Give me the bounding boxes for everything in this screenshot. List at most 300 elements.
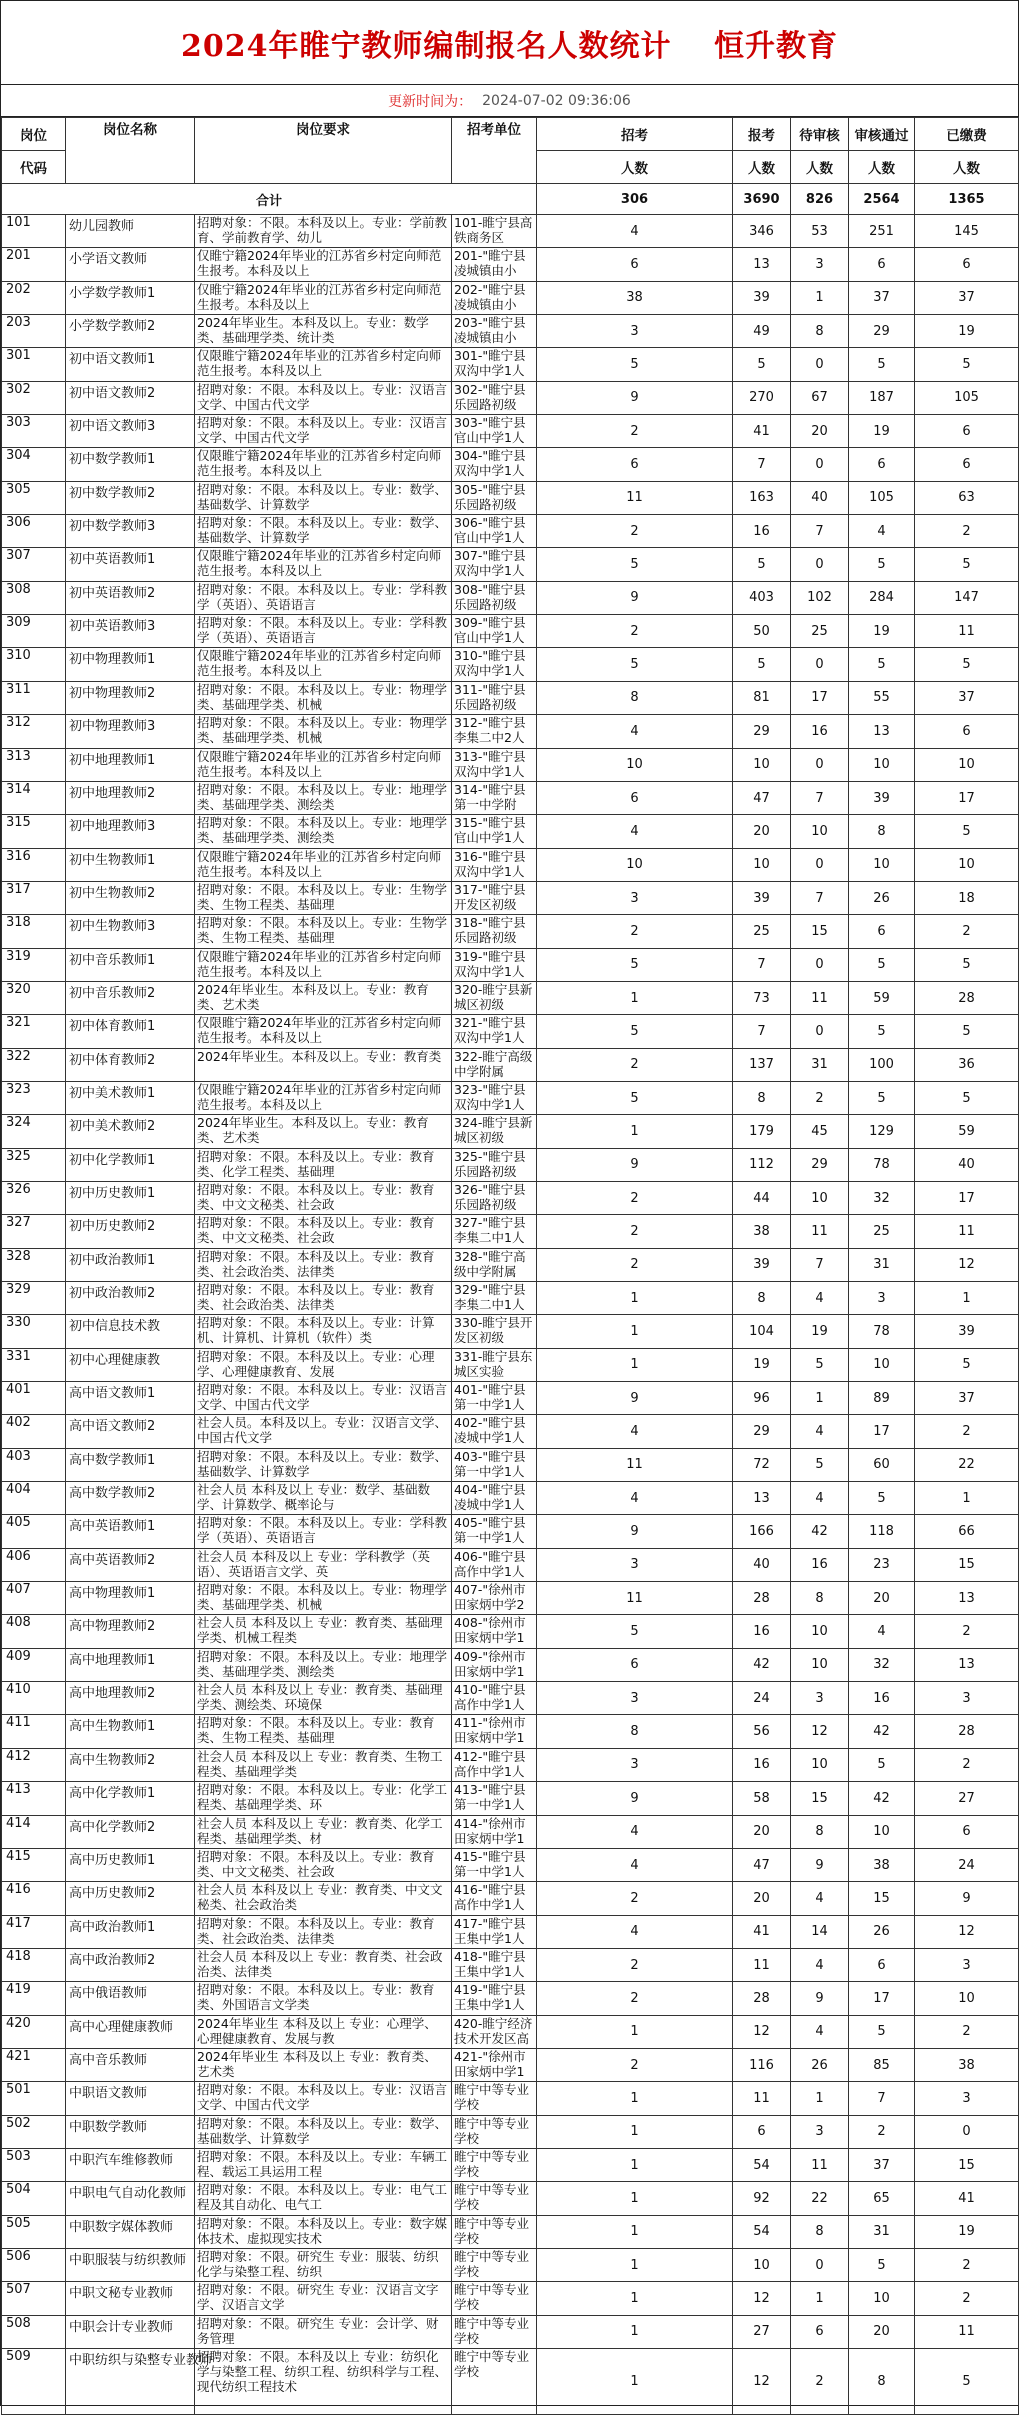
table-row <box>2 881 1019 914</box>
pending-count: 8 <box>791 2215 849 2248</box>
recruiting-unit: 413-"睢宁县第一中学1人 <box>452 1782 537 1815</box>
header-passed-2: 人数 <box>849 151 915 184</box>
table-row <box>2 1682 1019 1715</box>
recruiting-unit: 睢宁中等专业学校 <box>452 2082 537 2115</box>
quota-count: 2 <box>537 1248 733 1281</box>
passed-count: 5 <box>849 648 915 681</box>
table-row <box>2 1181 1019 1214</box>
table-row <box>2 515 1019 548</box>
apply-count: 403 <box>733 581 791 614</box>
post-requirement: 2024年毕业生。本科及以上。专业：教育类、艺术类 <box>195 1115 452 1148</box>
recruiting-unit: 415-"睢宁县第一中学1人 <box>452 1848 537 1881</box>
quota-count: 6 <box>537 781 733 814</box>
recruiting-unit: 420-睢宁经济技术开发区高 <box>452 2015 537 2048</box>
post-name: 初中物理教师3 <box>66 715 195 748</box>
paid-count: 18 <box>915 881 1019 914</box>
recruiting-unit: 318-"睢宁县乐园路初级 <box>452 915 537 948</box>
post-name: 高中历史教师2 <box>66 1882 195 1915</box>
table-row <box>2 1382 1019 1415</box>
post-name: 小学数学教师1 <box>66 281 195 314</box>
table-row <box>2 781 1019 814</box>
post-name: 高中俄语教师 <box>66 1982 195 2015</box>
passed-count: 5 <box>849 348 915 381</box>
passed-count: 5 <box>849 1482 915 1515</box>
pending-count: 2 <box>791 2349 849 2415</box>
quota-count: 1 <box>537 2115 733 2148</box>
post-code: 201 <box>2 248 66 281</box>
post-requirement: 招聘对象：不限。本科及以上。专业：汉语言文学、中国古代文学 <box>195 415 452 448</box>
post-name: 中职会计专业教师 <box>66 2315 195 2348</box>
post-requirement: 招聘对象：不限。本科及以上。专业：汉语言文学、中国古代文学 <box>195 381 452 414</box>
post-code: 414 <box>2 1815 66 1848</box>
apply-count: 12 <box>733 2349 791 2415</box>
post-name: 中职纺织与染整专业教师 <box>66 2349 195 2415</box>
pending-count: 4 <box>791 1282 849 1315</box>
apply-count: 58 <box>733 1782 791 1815</box>
post-name: 中职电气自动化教师 <box>66 2182 195 2215</box>
paid-count: 2 <box>915 915 1019 948</box>
recruiting-unit: 328-"睢宁高级中学附属 <box>452 1248 537 1281</box>
pending-count: 4 <box>791 1415 849 1448</box>
post-name: 初中音乐教师2 <box>66 981 195 1014</box>
passed-count: 37 <box>849 281 915 314</box>
quota-count: 5 <box>537 948 733 981</box>
pending-count: 11 <box>791 1215 849 1248</box>
apply-count: 29 <box>733 1415 791 1448</box>
apply-count: 47 <box>733 1848 791 1881</box>
paid-count: 5 <box>915 815 1019 848</box>
pending-count: 3 <box>791 2115 849 2148</box>
paid-count: 2 <box>915 2248 1019 2281</box>
paid-count: 6 <box>915 248 1019 281</box>
passed-count: 251 <box>849 215 915 248</box>
table-row <box>2 1482 1019 1515</box>
table-row <box>2 1415 1019 1448</box>
apply-count: 19 <box>733 1348 791 1381</box>
summary-passed: 2564 <box>849 184 915 215</box>
apply-count: 13 <box>733 248 791 281</box>
post-code: 502 <box>2 2115 66 2148</box>
passed-count: 15 <box>849 1882 915 1915</box>
quota-count: 2 <box>537 915 733 948</box>
paid-count: 17 <box>915 781 1019 814</box>
pending-count: 53 <box>791 215 849 248</box>
apply-count: 8 <box>733 1081 791 1114</box>
apply-count: 39 <box>733 281 791 314</box>
post-name: 高中语文教师2 <box>66 1415 195 1448</box>
quota-count: 1 <box>537 2015 733 2048</box>
post-code: 503 <box>2 2148 66 2181</box>
table-row <box>2 581 1019 614</box>
post-code: 407 <box>2 1582 66 1615</box>
post-requirement: 招聘对象：不限。本科及以上。专业：数学、基础数学、计算数学 <box>195 481 452 514</box>
pending-count: 8 <box>791 1582 849 1615</box>
table-row <box>2 2182 1019 2215</box>
quota-count: 2 <box>537 1882 733 1915</box>
header-quota: 招考 <box>537 118 733 151</box>
passed-count: 78 <box>849 1315 915 1348</box>
post-requirement: 仅限睢宁籍2024年毕业的江苏省乡村定向师范生报考。本科及以上 <box>195 948 452 981</box>
apply-count: 42 <box>733 1648 791 1681</box>
post-code: 413 <box>2 1782 66 1815</box>
post-requirement: 招聘对象：不限。本科及以上。专业：数学、基础数学、计算数学 <box>195 2115 452 2148</box>
passed-count: 17 <box>849 1415 915 1448</box>
post-name: 初中体育教师2 <box>66 1048 195 1081</box>
table-row <box>2 1348 1019 1381</box>
post-code: 304 <box>2 448 66 481</box>
quota-count: 1 <box>537 2082 733 2115</box>
paid-count: 11 <box>915 615 1019 648</box>
passed-count: 10 <box>849 748 915 781</box>
paid-count: 19 <box>915 315 1019 348</box>
apply-count: 20 <box>733 815 791 848</box>
post-code: 316 <box>2 848 66 881</box>
post-name: 初中语文教师3 <box>66 415 195 448</box>
recruiting-unit: 321-"睢宁县双沟中学1人 <box>452 1015 537 1048</box>
pending-count: 10 <box>791 1615 849 1648</box>
passed-count: 25 <box>849 1215 915 1248</box>
post-requirement: 招聘对象：不限。本科及以上。专业：化学工程类、基础理学类、环 <box>195 1782 452 1815</box>
paid-count: 27 <box>915 1782 1019 1815</box>
paid-count: 13 <box>915 1648 1019 1681</box>
post-requirement: 招聘对象：不限。本科及以上。专业：生物学类、生物工程类、基础理 <box>195 915 452 948</box>
post-code: 308 <box>2 581 66 614</box>
pending-count: 16 <box>791 715 849 748</box>
table-row <box>2 715 1019 748</box>
quota-count: 1 <box>537 2282 733 2315</box>
table-row <box>2 1015 1019 1048</box>
post-code: 311 <box>2 681 66 714</box>
post-code: 322 <box>2 1048 66 1081</box>
header-row-1 <box>2 118 1019 151</box>
quota-count: 1 <box>537 1282 733 1315</box>
post-name: 初中生物教师1 <box>66 848 195 881</box>
apply-count: 12 <box>733 2015 791 2048</box>
recruiting-unit: 406-"睢宁县高作中学1人 <box>452 1548 537 1581</box>
post-requirement: 招聘对象：不限。本科及以上。专业：教育类、生物工程类、基础理 <box>195 1715 452 1748</box>
post-name: 初中数学教师1 <box>66 448 195 481</box>
apply-count: 7 <box>733 448 791 481</box>
recruiting-unit: 402-"睢宁县凌城中学1人 <box>452 1415 537 1448</box>
recruiting-unit: 306-"睢宁县官山中学1人 <box>452 515 537 548</box>
quota-count: 3 <box>537 881 733 914</box>
summary-row <box>2 184 1019 215</box>
quota-count: 1 <box>537 2315 733 2348</box>
passed-count: 65 <box>849 2182 915 2215</box>
passed-count: 8 <box>849 2349 915 2415</box>
recruiting-unit: 315-"睢宁县官山中学1人 <box>452 815 537 848</box>
table-row <box>2 2315 1019 2348</box>
post-requirement: 招聘对象：不限。本科及以上。专业：地理学类、基础理学类、测绘类 <box>195 1648 452 1681</box>
paid-count: 12 <box>915 1248 1019 1281</box>
quota-count: 1 <box>537 1348 733 1381</box>
pending-count: 40 <box>791 481 849 514</box>
recruiting-unit: 睢宁中等专业学校 <box>452 2248 537 2281</box>
passed-count: 10 <box>849 1348 915 1381</box>
table-row <box>2 1115 1019 1148</box>
recruiting-unit: 313-"睢宁县双沟中学1人 <box>452 748 537 781</box>
paid-count: 1 <box>915 1282 1019 1315</box>
post-requirement: 仅限睢宁籍2024年毕业的江苏省乡村定向师范生报考。本科及以上 <box>195 1015 452 1048</box>
quota-count: 5 <box>537 348 733 381</box>
quota-count: 10 <box>537 848 733 881</box>
post-requirement: 仅限睢宁籍2024年毕业的江苏省乡村定向师范生报考。本科及以上 <box>195 1081 452 1114</box>
apply-count: 29 <box>733 715 791 748</box>
apply-count: 40 <box>733 1548 791 1581</box>
recruiting-unit: 326-"睢宁县乐园路初级 <box>452 1181 537 1214</box>
post-name: 初中数学教师2 <box>66 481 195 514</box>
table-row <box>2 1148 1019 1181</box>
post-name: 高中语文教师1 <box>66 1382 195 1415</box>
apply-count: 5 <box>733 648 791 681</box>
post-requirement: 招聘对象：不限。本科及以上。专业：学科教学（英语）、英语语言 <box>195 581 452 614</box>
pending-count: 3 <box>791 248 849 281</box>
table-row <box>2 1282 1019 1315</box>
recruiting-unit: 316-"睢宁县双沟中学1人 <box>452 848 537 881</box>
post-code: 415 <box>2 1848 66 1881</box>
post-requirement: 仅睢宁籍2024年毕业的江苏省乡村定向师范生报考。本科及以上 <box>195 281 452 314</box>
recruiting-unit: 327-"睢宁县李集二中1人 <box>452 1215 537 1248</box>
paid-count: 2 <box>915 1748 1019 1781</box>
post-requirement: 招聘对象：不限。本科及以上。专业：车辆工程、载运工具运用工程 <box>195 2148 452 2181</box>
pending-count: 1 <box>791 281 849 314</box>
quota-count: 4 <box>537 1815 733 1848</box>
passed-count: 6 <box>849 248 915 281</box>
post-code: 306 <box>2 515 66 548</box>
post-requirement: 仅限睢宁籍2024年毕业的江苏省乡村定向师范生报考。本科及以上 <box>195 448 452 481</box>
summary-paid: 1365 <box>915 184 1019 215</box>
post-code: 504 <box>2 2182 66 2215</box>
quota-count: 5 <box>537 548 733 581</box>
paid-count: 24 <box>915 1848 1019 1881</box>
post-requirement: 2024年毕业生 本科及以上 专业：教育类、艺术类 <box>195 2048 452 2081</box>
recruiting-unit: 319-"睢宁县双沟中学1人 <box>452 948 537 981</box>
table-row <box>2 1515 1019 1548</box>
table-row <box>2 548 1019 581</box>
paid-count: 5 <box>915 648 1019 681</box>
recruiting-unit: 324-睢宁县新城区初级 <box>452 1115 537 1148</box>
post-requirement: 招聘对象：不限。本科及以上。专业：物理学类、基础理学类、机械 <box>195 715 452 748</box>
quota-count: 3 <box>537 1748 733 1781</box>
post-name: 初中历史教师1 <box>66 1181 195 1214</box>
post-name: 初中政治教师2 <box>66 1282 195 1315</box>
pending-count: 9 <box>791 1982 849 2015</box>
pending-count: 29 <box>791 1148 849 1181</box>
apply-count: 39 <box>733 1248 791 1281</box>
quota-count: 1 <box>537 1315 733 1348</box>
apply-count: 39 <box>733 881 791 914</box>
passed-count: 31 <box>849 1248 915 1281</box>
paid-count: 15 <box>915 1548 1019 1581</box>
passed-count: 105 <box>849 481 915 514</box>
paid-count: 38 <box>915 2048 1019 2081</box>
post-code: 307 <box>2 548 66 581</box>
post-code: 408 <box>2 1615 66 1648</box>
recruiting-unit: 417-"睢宁县王集中学1人 <box>452 1915 537 1948</box>
table-row <box>2 615 1019 648</box>
post-name: 初中美术教师1 <box>66 1081 195 1114</box>
post-requirement: 招聘对象：不限。研究生 专业：服装、纺织化学与染整工程、纺织 <box>195 2248 452 2281</box>
recruiting-unit: 411-"徐州市田家炳中学1 <box>452 1715 537 1748</box>
recruiting-unit: 310-"睢宁县双沟中学1人 <box>452 648 537 681</box>
post-requirement: 招聘对象：不限。本科及以上。专业：地理学类、基础理学类、测绘类 <box>195 815 452 848</box>
paid-count: 5 <box>915 1081 1019 1114</box>
paid-count: 22 <box>915 1448 1019 1481</box>
recruiting-unit: 301-"睢宁县双沟中学1人 <box>452 348 537 381</box>
paid-count: 2 <box>915 2282 1019 2315</box>
passed-count: 55 <box>849 681 915 714</box>
pending-count: 9 <box>791 1848 849 1881</box>
quota-count: 2 <box>537 1948 733 1981</box>
quota-count: 6 <box>537 1648 733 1681</box>
quota-count: 4 <box>537 715 733 748</box>
apply-count: 11 <box>733 1948 791 1981</box>
paid-count: 3 <box>915 1682 1019 1715</box>
pending-count: 20 <box>791 415 849 448</box>
post-code: 416 <box>2 1882 66 1915</box>
apply-count: 163 <box>733 481 791 514</box>
post-name: 初中语文教师1 <box>66 348 195 381</box>
recruiting-unit: 203-"睢宁县凌城镇由小 <box>452 315 537 348</box>
post-name: 中职数字媒体教师 <box>66 2215 195 2248</box>
post-code: 506 <box>2 2248 66 2281</box>
post-name: 高中化学教师1 <box>66 1782 195 1815</box>
quota-count: 2 <box>537 1215 733 1248</box>
passed-count: 42 <box>849 1782 915 1815</box>
post-requirement: 招聘对象：不限。本科及以上。专业：教育类、社会政治类、法律类 <box>195 1282 452 1315</box>
paid-count: 5 <box>915 948 1019 981</box>
recruiting-unit: 331-睢宁县东城区实验 <box>452 1348 537 1381</box>
paid-count: 19 <box>915 2215 1019 2248</box>
post-name: 初中体育教师1 <box>66 1015 195 1048</box>
paid-count: 10 <box>915 1982 1019 2015</box>
passed-count: 26 <box>849 1915 915 1948</box>
post-name: 初中生物教师2 <box>66 881 195 914</box>
paid-count: 15 <box>915 2148 1019 2181</box>
post-name: 初中物理教师2 <box>66 681 195 714</box>
update-bar <box>1 85 1018 117</box>
pending-count: 0 <box>791 748 849 781</box>
post-requirement: 招聘对象：不限。本科及以上。专业：数学、基础数学、计算数学 <box>195 1448 452 1481</box>
post-code: 320 <box>2 981 66 1014</box>
post-requirement: 社会人员 本科及以上 专业：教育类、基础理学类、测绘类、环境保 <box>195 1682 452 1715</box>
quota-count: 3 <box>537 1682 733 1715</box>
post-requirement: 招聘对象：不限。研究生 专业：会计学、财务管理 <box>195 2315 452 2348</box>
table-row <box>2 815 1019 848</box>
post-requirement: 招聘对象：不限。本科及以上。专业：计算机、计算机、计算机（软件）类 <box>195 1315 452 1348</box>
pending-count: 0 <box>791 1015 849 1048</box>
post-code: 509 <box>2 2349 66 2415</box>
passed-count: 5 <box>849 2015 915 2048</box>
quota-count: 2 <box>537 415 733 448</box>
post-requirement: 社会人员。本科及以上。专业：汉语言文学、中国古代文学 <box>195 1415 452 1448</box>
post-name: 初中英语教师3 <box>66 615 195 648</box>
header-paid-2: 人数 <box>915 151 1019 184</box>
quota-count: 1 <box>537 2182 733 2215</box>
post-code: 305 <box>2 481 66 514</box>
pending-count: 4 <box>791 1948 849 1981</box>
post-requirement: 2024年毕业生 本科及以上 专业：心理学、心理健康教育、发展与教 <box>195 2015 452 2048</box>
post-code: 326 <box>2 1181 66 1214</box>
post-requirement: 社会人员 本科及以上 专业：教育类、基础理学类、机械工程类 <box>195 1615 452 1648</box>
apply-count: 41 <box>733 1915 791 1948</box>
paid-count: 37 <box>915 681 1019 714</box>
recruiting-unit: 323-"睢宁县双沟中学1人 <box>452 1081 537 1114</box>
pending-count: 0 <box>791 548 849 581</box>
quota-count: 1 <box>537 981 733 1014</box>
post-requirement: 2024年毕业生。本科及以上。专业：数学类、基础理学类、统计类 <box>195 315 452 348</box>
summary-pending: 826 <box>791 184 849 215</box>
quota-count: 3 <box>537 1548 733 1581</box>
pending-count: 10 <box>791 1648 849 1681</box>
passed-count: 31 <box>849 2215 915 2248</box>
header-code: 岗位 <box>2 118 66 151</box>
post-requirement: 社会人员 本科及以上 专业：教育类、社会政治类、法律类 <box>195 1948 452 1981</box>
passed-count: 59 <box>849 981 915 1014</box>
pending-count: 7 <box>791 515 849 548</box>
apply-count: 54 <box>733 2215 791 2248</box>
paid-count: 11 <box>915 1215 1019 1248</box>
quota-count: 8 <box>537 681 733 714</box>
pending-count: 7 <box>791 1248 849 1281</box>
passed-count: 17 <box>849 1982 915 2015</box>
passed-count: 10 <box>849 1815 915 1848</box>
post-requirement: 招聘对象：不限。本科及以上。专业：心理学、心理健康教育、发展 <box>195 1348 452 1381</box>
table-row <box>2 481 1019 514</box>
pending-count: 10 <box>791 1181 849 1214</box>
quota-count: 4 <box>537 1415 733 1448</box>
post-name: 初中地理教师1 <box>66 748 195 781</box>
post-code: 410 <box>2 1682 66 1715</box>
table-row <box>2 2248 1019 2281</box>
pending-count: 6 <box>791 2315 849 2348</box>
passed-count: 10 <box>849 2282 915 2315</box>
post-name: 初中美术教师2 <box>66 1115 195 1148</box>
pending-count: 0 <box>791 948 849 981</box>
post-name: 中职语文教师 <box>66 2082 195 2115</box>
post-code: 411 <box>2 1715 66 1748</box>
quota-count: 2 <box>537 2048 733 2081</box>
passed-count: 32 <box>849 1648 915 1681</box>
pending-count: 4 <box>791 2015 849 2048</box>
post-code: 325 <box>2 1148 66 1181</box>
table-row <box>2 948 1019 981</box>
recruiting-unit: 305-"睢宁县乐园路初级 <box>452 481 537 514</box>
passed-count: 5 <box>849 948 915 981</box>
post-requirement: 仅限睢宁籍2024年毕业的江苏省乡村定向师范生报考。本科及以上 <box>195 848 452 881</box>
post-code: 331 <box>2 1348 66 1381</box>
pending-count: 22 <box>791 2182 849 2215</box>
paid-count: 3 <box>915 2082 1019 2115</box>
quota-count: 4 <box>537 1848 733 1881</box>
post-name: 初中历史教师2 <box>66 1215 195 1248</box>
recruiting-unit: 410-"睢宁县高作中学1人 <box>452 1682 537 1715</box>
pending-count: 15 <box>791 1782 849 1815</box>
pending-count: 3 <box>791 1682 849 1715</box>
table-row <box>2 415 1019 448</box>
pending-count: 14 <box>791 1915 849 1948</box>
post-requirement: 招聘对象：不限。本科及以上。专业：教育类、中文文秘类、社会政 <box>195 1181 452 1214</box>
post-name: 初中英语教师2 <box>66 581 195 614</box>
passed-count: 10 <box>849 848 915 881</box>
post-code: 419 <box>2 1982 66 2015</box>
table-row <box>2 1915 1019 1948</box>
passed-count: 187 <box>849 381 915 414</box>
post-requirement: 仅限睢宁籍2024年毕业的江苏省乡村定向师范生报考。本科及以上 <box>195 648 452 681</box>
table-row <box>2 1648 1019 1681</box>
passed-count: 13 <box>849 715 915 748</box>
post-name: 中职数学教师 <box>66 2115 195 2148</box>
